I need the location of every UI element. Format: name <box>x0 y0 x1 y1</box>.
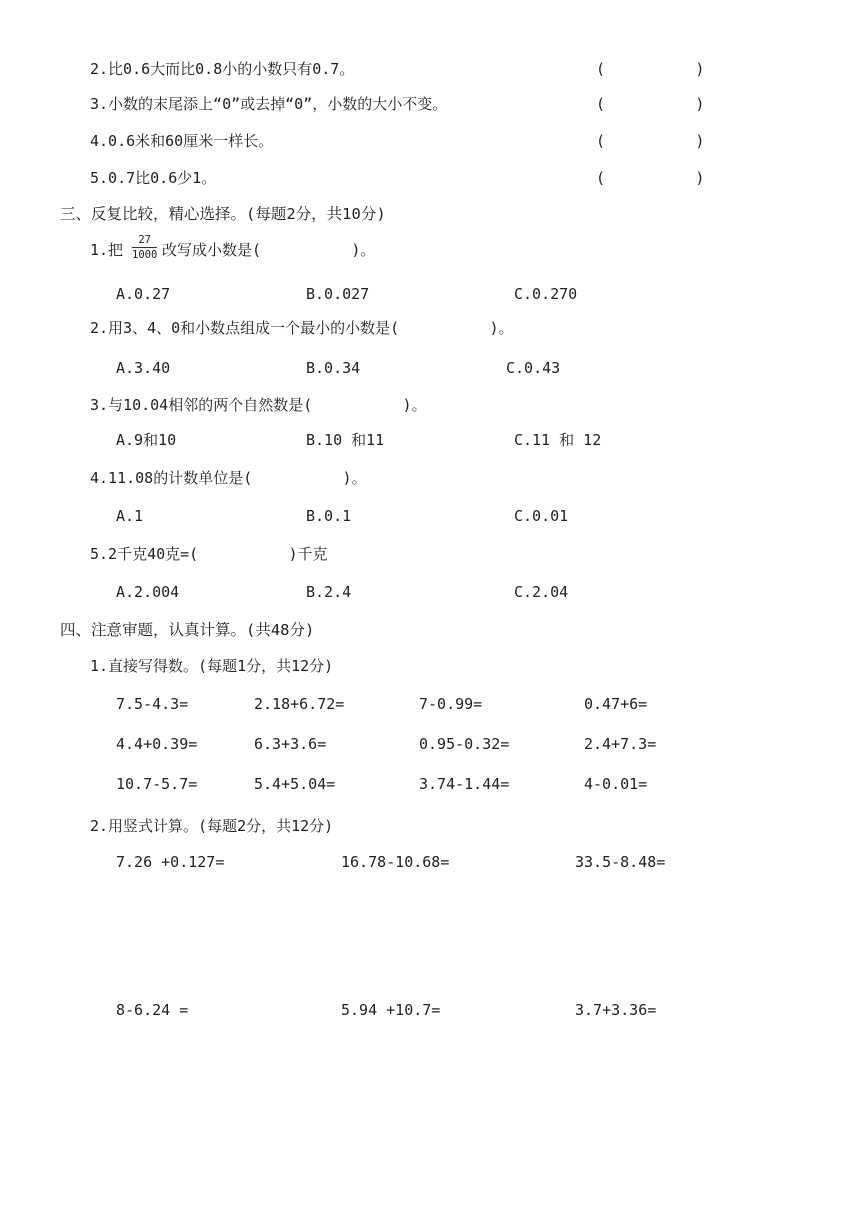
calc-r3-c3: 3.74-1.44= <box>419 775 510 793</box>
sub-1-title: 1.直接写得数。(每题1分，共12分) <box>90 657 334 675</box>
q3-4-option-b[interactable]: B.0.1 <box>306 507 352 525</box>
calc-r2-c2: 6.3+3.6= <box>254 735 327 753</box>
q3-5-option-b[interactable]: B.2.4 <box>306 583 352 601</box>
calc-r1-c1: 7.5-4.3= <box>116 695 189 713</box>
q3-4-text: 4.11.08的计数单位是( )。 <box>90 469 367 487</box>
q3-1-option-b[interactable]: B.0.027 <box>306 285 370 303</box>
judge-item-3: 3.小数的末尾添上“0”或去掉“0”，小数的大小不变。 <box>90 95 448 113</box>
q3-2-option-a[interactable]: A.3.40 <box>116 359 171 377</box>
answer-paren-3[interactable]: ( ) <box>596 95 705 113</box>
answer-paren-2[interactable]: ( ) <box>596 60 705 78</box>
calc-r1-c4: 0.47+6= <box>584 695 648 713</box>
vertical-calc-6: 3.7+3.36= <box>575 1001 657 1019</box>
calc-r1-c2: 2.18+6.72= <box>254 695 345 713</box>
calc-r2-c1: 4.4+0.39= <box>116 735 198 753</box>
vertical-calc-4: 8-6.24 = <box>116 1001 189 1019</box>
fraction-27-over-1000 <box>132 234 157 261</box>
q3-3-option-b[interactable]: B.10 和11 <box>306 431 385 449</box>
answer-paren-4[interactable]: ( ) <box>596 132 705 150</box>
answer-paren-5[interactable]: ( ) <box>596 169 705 187</box>
vertical-calc-1: 7.26 +0.127= <box>116 853 225 871</box>
vertical-calc-2: 16.78-10.68= <box>341 853 450 871</box>
q3-1-option-a[interactable]: A.0.27 <box>116 285 171 303</box>
judge-item-4: 4.0.6米和60厘米一样长。 <box>90 132 274 150</box>
q3-3-text: 3.与10.04相邻的两个自然数是( )。 <box>90 396 427 414</box>
calc-r1-c3: 7-0.99= <box>419 695 483 713</box>
calc-r2-c3: 0.95-0.32= <box>419 735 510 753</box>
section-4-title: 四、注意审题，认真计算。(共48分) <box>60 621 315 639</box>
section-3-title: 三、反复比较，精心选择。(每题2分，共10分) <box>60 205 386 223</box>
q3-4-option-a[interactable]: A.1 <box>116 507 144 525</box>
q3-1-suffix: 改写成小数是( )。 <box>162 241 376 259</box>
q3-3-option-c[interactable]: C.11 和 12 <box>514 431 602 449</box>
sub-2-title: 2.用竖式计算。(每题2分，共12分) <box>90 817 334 835</box>
q3-5-option-a[interactable]: A.2.004 <box>116 583 180 601</box>
calc-r3-c1: 10.7-5.7= <box>116 775 198 793</box>
judge-item-2: 2.比0.6大而比0.8小的小数只有0.7。 <box>90 60 355 78</box>
q3-2-option-c[interactable]: C.0.43 <box>506 359 561 377</box>
vertical-calc-5: 5.94 +10.7= <box>341 1001 441 1019</box>
q3-2-text: 2.用3、4、0和小数点组成一个最小的小数是( )。 <box>90 319 514 337</box>
vertical-calc-3: 33.5-8.48= <box>575 853 666 871</box>
q3-5-option-c[interactable]: C.2.04 <box>514 583 569 601</box>
judge-item-5: 5.0.7比0.6少1。 <box>90 169 217 187</box>
calc-r3-c2: 5.4+5.04= <box>254 775 336 793</box>
q3-1-option-c[interactable]: C.0.270 <box>514 285 578 303</box>
q3-5-text: 5.2千克40克=( )千克 <box>90 545 328 563</box>
q3-3-option-a[interactable]: A.9和10 <box>116 431 177 449</box>
q3-1-prefix: 1.把 <box>90 241 124 259</box>
fraction-numerator: 27 <box>132 234 157 248</box>
calc-r2-c4: 2.4+7.3= <box>584 735 657 753</box>
fraction-denominator: 1000 <box>132 249 158 261</box>
q3-4-option-c[interactable]: C.0.01 <box>514 507 569 525</box>
calc-r3-c4: 4-0.01= <box>584 775 648 793</box>
q3-2-option-b[interactable]: B.0.34 <box>306 359 361 377</box>
